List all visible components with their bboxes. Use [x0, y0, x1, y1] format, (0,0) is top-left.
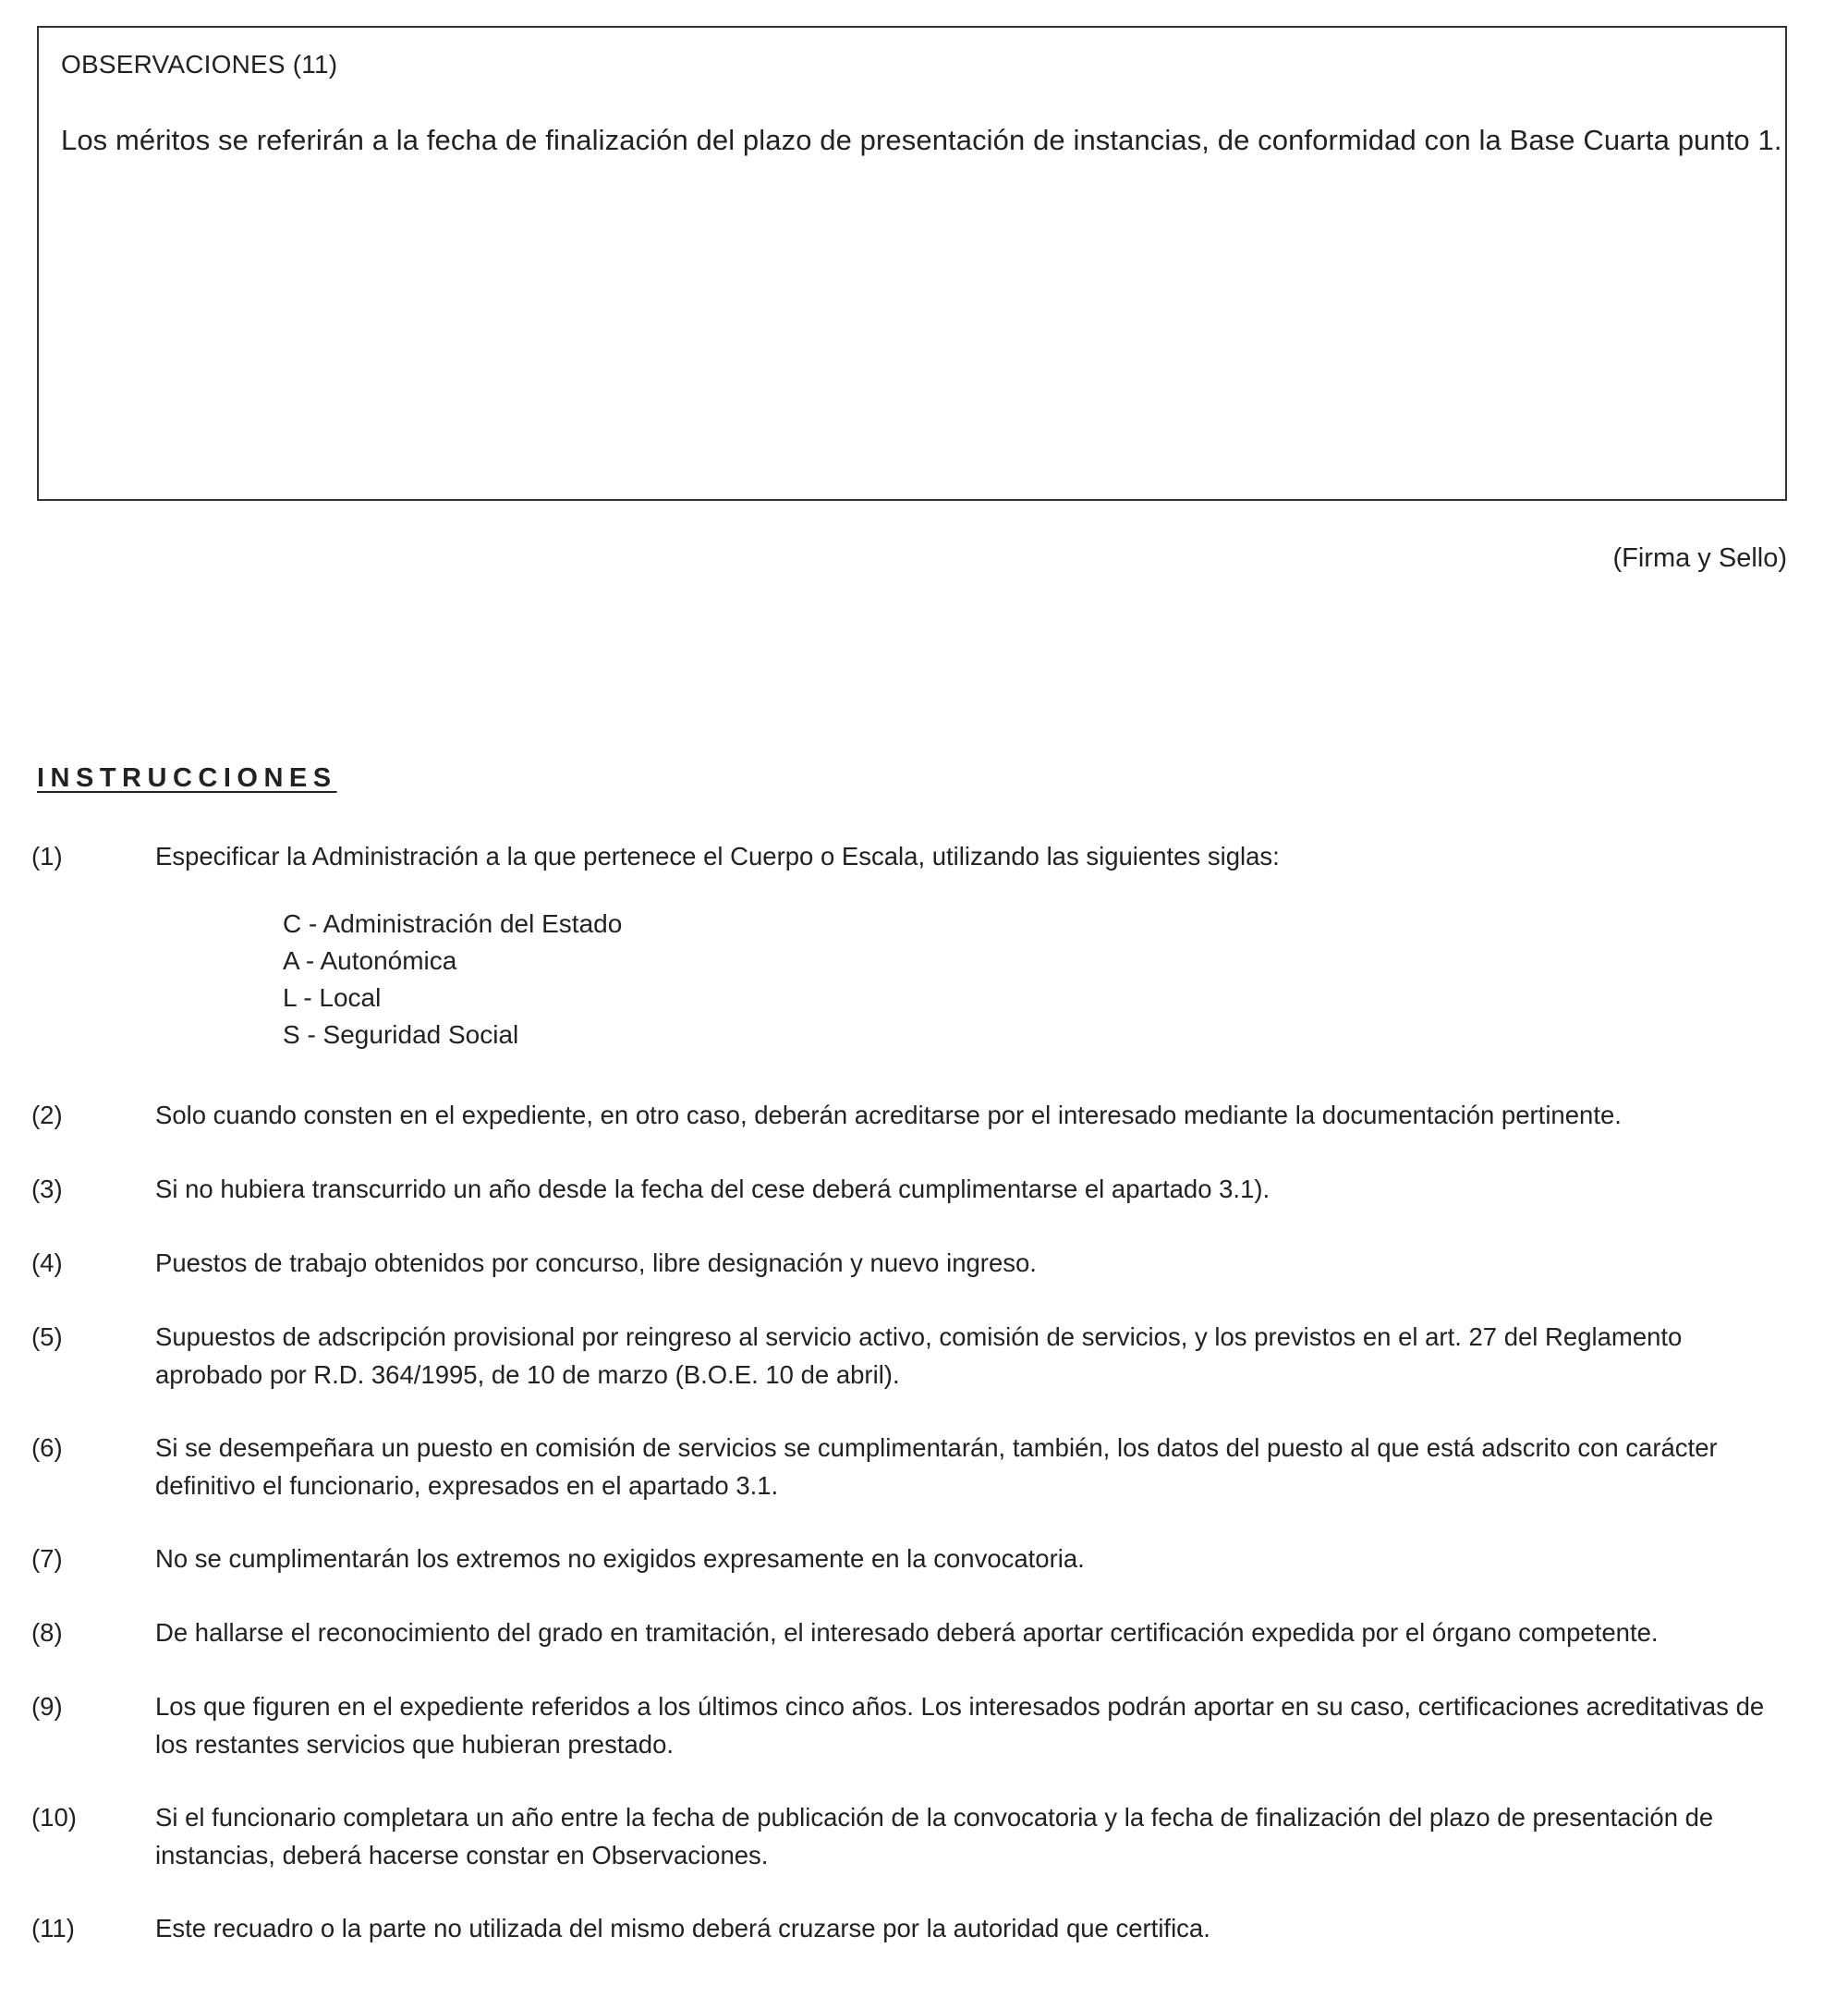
instruction-text: Si no hubiera transcurrido un año desde la fecha del cese deberá cumplimentarse el apartado 3.1).: [155, 1175, 1270, 1203]
instruction-text: No se cumplimentarán los extremos no exigidos expresamente en la convocatoria.: [155, 1544, 1085, 1573]
instruction-text: Supuestos de adscripción provisional por reingreso al servicio activo, comisión de servicios, y los previstos en el art. 27 del Reglamento aprobado por R.D. 364/1995, de 10 de marzo (B.O.E. 10 de abril).: [155, 1322, 1683, 1389]
instruction-number: (6): [31, 1433, 63, 1462]
siglas-list: [283, 906, 622, 1053]
instruction-text: Puestos de trabajo obtenidos por concurso, libre designación y nuevo ingreso.: [155, 1248, 1037, 1277]
instruction-text: Si el funcionario completara un año entre la fecha de publicación de la convocatoria y la fecha de finalización del plazo de presentación de instancias, deberá hacerse constar en Observaciones.: [155, 1803, 1714, 1869]
instruction-text: De hallarse el reconocimiento del grado en tramitación, el interesado deberá aportar certificación expedida por el órgano competente.: [155, 1618, 1659, 1647]
instruction-number: (9): [31, 1692, 63, 1721]
instruction-text: Especificar la Administración a la que pertenece el Cuerpo o Escala, utilizando las siguientes siglas:: [155, 842, 1280, 871]
instruction-number: (1): [31, 842, 63, 871]
instruction-text: Los que figuren en el expediente referidos a los últimos cinco años. Los interesados podrán aportar en su caso, certificaciones acreditativas de los restantes servicios que hubieran prestado.: [155, 1692, 1765, 1759]
instruction-text: Este recuadro o la parte no utilizada del mismo deberá cruzarse por la autoridad que certifica.: [155, 1914, 1210, 1942]
sigla-item: S - Seguridad Social: [283, 1020, 519, 1049]
sigla-item: C - Administración del Estado: [283, 909, 623, 938]
instruction-number: (7): [31, 1544, 63, 1573]
observaciones-text: Los méritos se referirán a la fecha de finalización del plazo de presentación de instancias, de conformidad con la Base Cuarta punto 1.: [61, 124, 1782, 156]
instruction-number: (10): [31, 1803, 77, 1832]
instrucciones-heading: INSTRUCCIONES: [37, 763, 337, 793]
instruction-text: Solo cuando consten en el expediente, en otro caso, deberán acreditarse por el interesado mediante la documentación pertinente.: [155, 1101, 1622, 1129]
instruction-number: (8): [31, 1618, 63, 1647]
instruction-number: (2): [31, 1101, 63, 1129]
observaciones-box: [37, 26, 1787, 501]
instruction-number: (3): [31, 1175, 63, 1203]
instruction-number: (4): [31, 1248, 63, 1277]
instruction-number: (5): [31, 1322, 63, 1351]
instruction-number: (11): [31, 1914, 75, 1942]
observaciones-heading: OBSERVACIONES (11): [61, 50, 338, 79]
sigla-item: L - Local: [283, 983, 382, 1012]
instruction-text: Si se desempeñara un puesto en comisión de servicios se cumplimentarán, también, los datos del puesto al que está adscrito con carácter definitivo el funcionario, expresados en el apartado 3.1.: [155, 1433, 1718, 1500]
sigla-item: A - Autonómica: [283, 946, 457, 975]
signature-label: (Firma y Sello): [1612, 543, 1787, 573]
